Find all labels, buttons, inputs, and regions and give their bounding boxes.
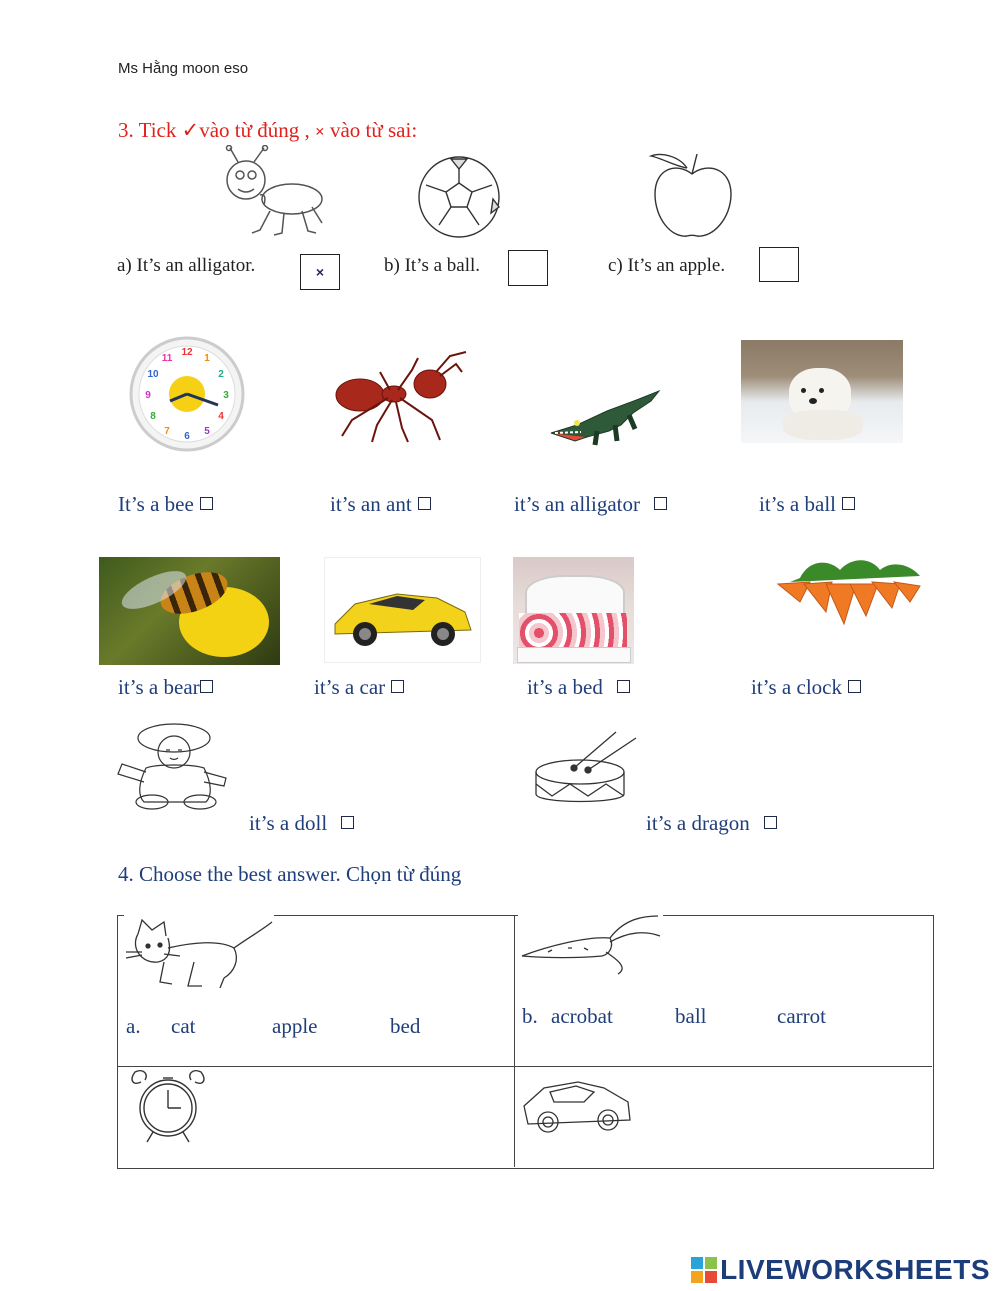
svg-text:1: 1 (204, 353, 210, 364)
checkbox[interactable] (842, 497, 855, 510)
svg-text:11: 11 (161, 353, 173, 364)
ball-drawing (417, 155, 501, 239)
svg-text:2: 2 (218, 369, 224, 380)
carrot-drawing (518, 912, 663, 977)
option-bed[interactable]: it’s a bed (527, 675, 630, 700)
option-doll[interactable]: it’s a doll (249, 811, 354, 836)
answer-b-option-carrot[interactable]: carrot (777, 1004, 826, 1028)
doll-drawing (116, 718, 241, 810)
svg-text:8: 8 (150, 411, 156, 422)
liveworksheets-logo: LIVEWORKSHEETS (691, 1254, 990, 1286)
drum-drawing (530, 728, 642, 810)
section-4-title: 4. Choose the best answer. Chọn từ đúng (118, 862, 462, 886)
svg-text:12: 12 (181, 347, 193, 358)
svg-text:10: 10 (147, 369, 159, 380)
cross-mark: × (315, 264, 325, 280)
car-image (324, 557, 481, 663)
option-bear[interactable]: it’s a bear (118, 675, 213, 700)
answer-box-a[interactable] (300, 254, 340, 290)
checkbox[interactable] (200, 680, 213, 693)
answer-a-option-bed[interactable]: bed (390, 1014, 421, 1038)
check-icon: ✓ (181, 118, 200, 142)
checkbox[interactable] (341, 816, 354, 829)
answer-box-c[interactable] (759, 247, 799, 282)
option-clock[interactable]: it’s a clock (751, 675, 861, 700)
svg-text:3: 3 (223, 390, 229, 401)
answer-a-letter: a. (126, 1014, 141, 1038)
checkbox[interactable] (200, 497, 213, 510)
svg-text:4: 4 (218, 411, 224, 422)
clock-image (128, 335, 246, 453)
author-name: Ms Hằng moon eso (118, 60, 249, 77)
sports-car-drawing (520, 1066, 636, 1146)
option-ball[interactable]: it’s a ball (759, 492, 855, 517)
checkbox[interactable] (617, 680, 630, 693)
svg-text:5: 5 (204, 426, 210, 437)
bed-image (513, 557, 634, 664)
svg-text:7: 7 (164, 426, 170, 437)
svg-text:9: 9 (145, 390, 151, 401)
svg-text:6: 6 (184, 431, 190, 442)
checkbox[interactable] (848, 680, 861, 693)
ant-drawing (212, 145, 327, 240)
table-divider (514, 915, 515, 1167)
checkbox[interactable] (418, 497, 431, 510)
answer-box-b[interactable] (508, 250, 548, 286)
answer-b-letter: b. (522, 1004, 538, 1028)
option-bee[interactable]: It’s a bee (118, 492, 213, 517)
apple-drawing (647, 150, 737, 242)
option-alligator[interactable]: it’s an alligator (514, 492, 667, 517)
section-3-title: 3. Tick ✓vào từ đúng , × vào từ sai: (118, 118, 418, 142)
option-dragon[interactable]: it’s a dragon (646, 811, 777, 836)
alligator-image (547, 385, 662, 450)
question-c: c) It’s an apple. (608, 255, 726, 276)
answer-b-option-ball[interactable]: ball (675, 1004, 707, 1028)
carrots-image (770, 556, 925, 628)
bee-image (99, 557, 280, 665)
question-a: a) It’s an alligator. (117, 255, 256, 276)
answer-b-option-acrobat[interactable]: acrobat (551, 1004, 613, 1028)
question-b: b) It’s a ball. (384, 255, 481, 276)
answer-a-option-apple[interactable]: apple (272, 1014, 318, 1038)
checkbox[interactable] (391, 680, 404, 693)
liveworksheets-logo-icon (691, 1257, 717, 1283)
cross-icon: × (315, 122, 325, 141)
checkbox[interactable] (654, 497, 667, 510)
option-ant[interactable]: it’s an ant (330, 492, 431, 517)
cat-drawing (124, 912, 274, 990)
ant-image (332, 350, 467, 445)
option-car[interactable]: it’s a car (314, 675, 404, 700)
polar-bear-image (741, 340, 903, 443)
answer-a-option-cat[interactable]: cat (171, 1014, 196, 1038)
alarm-clock-drawing (123, 1066, 213, 1144)
checkbox[interactable] (764, 816, 777, 829)
